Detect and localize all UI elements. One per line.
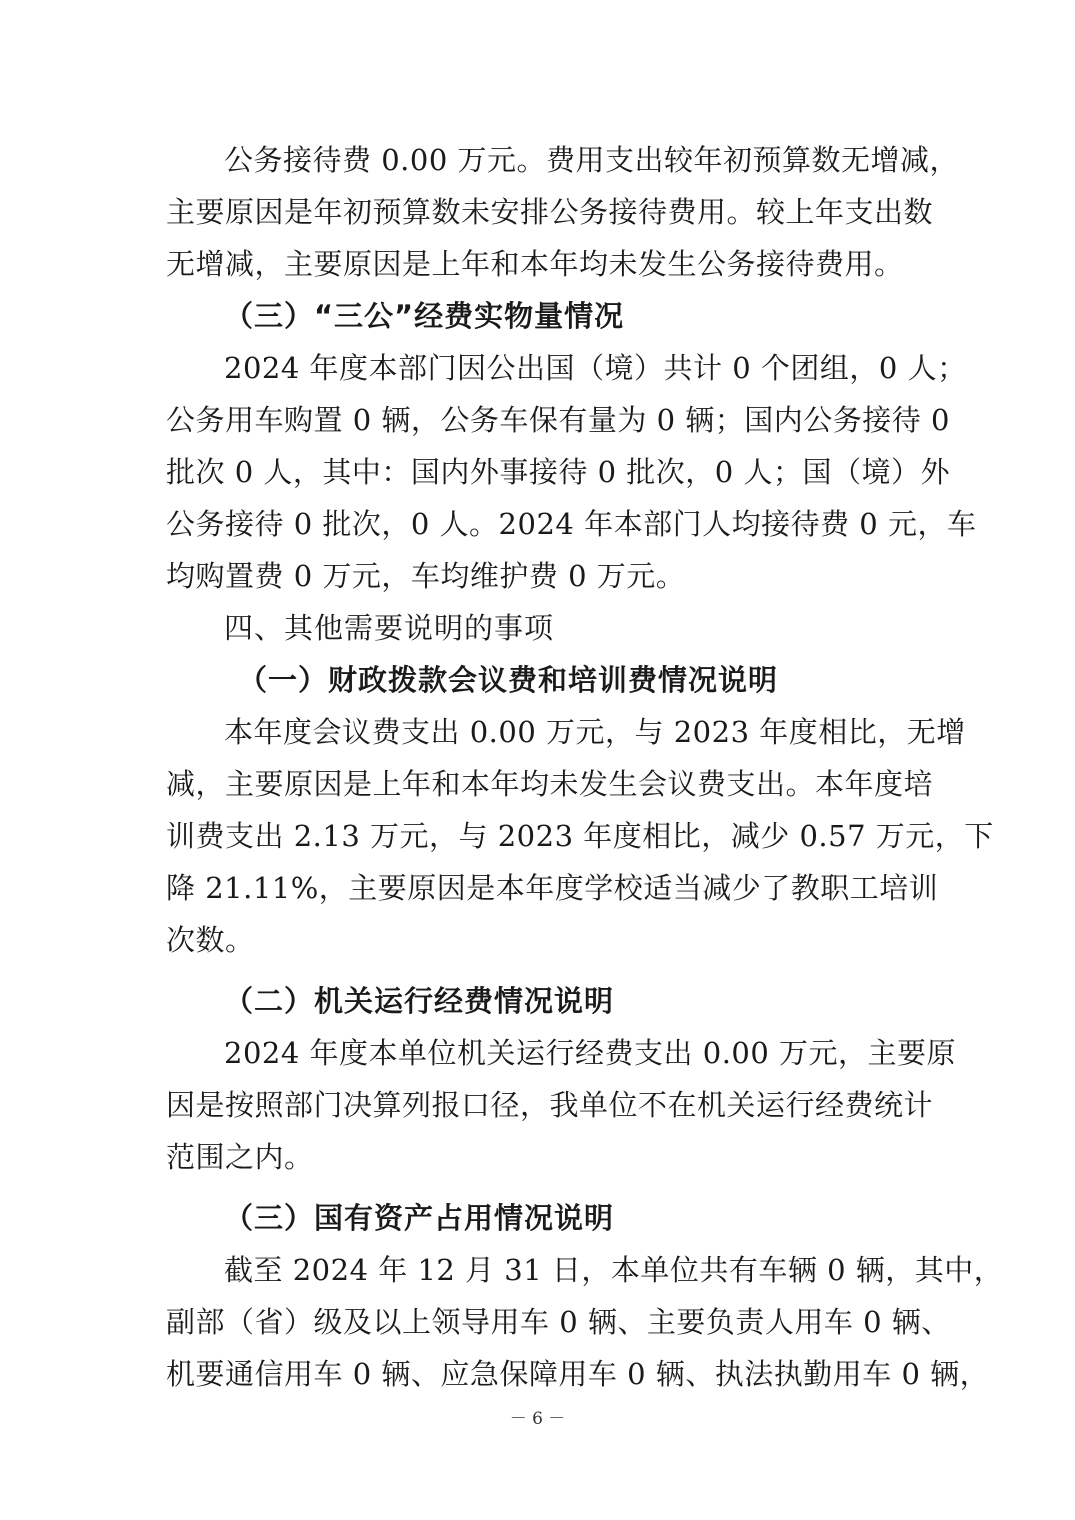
paragraph-line: 因是按照部门决算列报口径，我单位不在机关运行经费统计 bbox=[166, 1088, 934, 1122]
paragraph-line: 公务接待费 0.00 万元。费用支出较年初预算数无增减， bbox=[224, 143, 960, 177]
paragraph-line: 训费支出 2.13 万元，与 2023 年度相比，减少 0.57 万元，下 bbox=[166, 819, 994, 853]
paragraph-line: 截至 2024 年 12 月 31 日，本单位共有车辆 0 辆，其中， bbox=[224, 1253, 1004, 1287]
section-heading-other-matters: 四、其他需要说明的事项 bbox=[224, 611, 555, 645]
paragraph-line: 次数。 bbox=[166, 923, 255, 957]
paragraph-line: 2024 年度本单位机关运行经费支出 0.00 万元，主要原 bbox=[224, 1036, 957, 1070]
paragraph-line: 无增减，主要原因是上年和本年均未发生公务接待费用。 bbox=[166, 247, 904, 281]
page-number: － 6 － bbox=[509, 1409, 566, 1429]
section-heading-operation-funds: （二）机关运行经费情况说明 bbox=[224, 984, 615, 1018]
section-heading-meeting-training: （一）财政拨款会议费和培训费情况说明 bbox=[238, 663, 779, 697]
paragraph-line: 批次 0 人，其中：国内外事接待 0 批次，0 人；国（境）外 bbox=[166, 455, 950, 489]
paragraph-line: 本年度会议费支出 0.00 万元，与 2023 年度相比，无增 bbox=[224, 715, 966, 749]
paragraph-line: 2024 年度本部门因公出国（境）共计 0 个团组，0 人； bbox=[224, 351, 967, 385]
paragraph-line: 机要通信用车 0 辆、应急保障用车 0 辆、执法执勤用车 0 辆， bbox=[166, 1357, 990, 1391]
paragraph-line: 降 21.11%，主要原因是本年度学校适当减少了教职工培训 bbox=[166, 871, 939, 905]
paragraph-line: 均购置费 0 万元，车均维护费 0 万元。 bbox=[166, 559, 686, 593]
paragraph-line: 主要原因是年初预算数未安排公务接待费用。较上年支出数 bbox=[166, 195, 934, 229]
paragraph-line: 公务用车购置 0 辆，公务车保有量为 0 辆；国内公务接待 0 bbox=[166, 403, 950, 437]
paragraph-line: 范围之内。 bbox=[166, 1140, 314, 1174]
paragraph-line: 副部（省）级及以上领导用车 0 辆、主要负责人用车 0 辆、 bbox=[166, 1305, 951, 1339]
page-content bbox=[166, 134, 1004, 1400]
section-heading-state-assets: （三）国有资产占用情况说明 bbox=[224, 1201, 615, 1235]
paragraph-line: 公务接待 0 批次，0 人。2024 年本部门人均接待费 0 元，车 bbox=[166, 507, 977, 541]
paragraph-line: 减，主要原因是上年和本年均未发生会议费支出。本年度培 bbox=[166, 767, 934, 801]
section-heading-san-gong: （三）“三公”经费实物量情况 bbox=[224, 299, 625, 333]
